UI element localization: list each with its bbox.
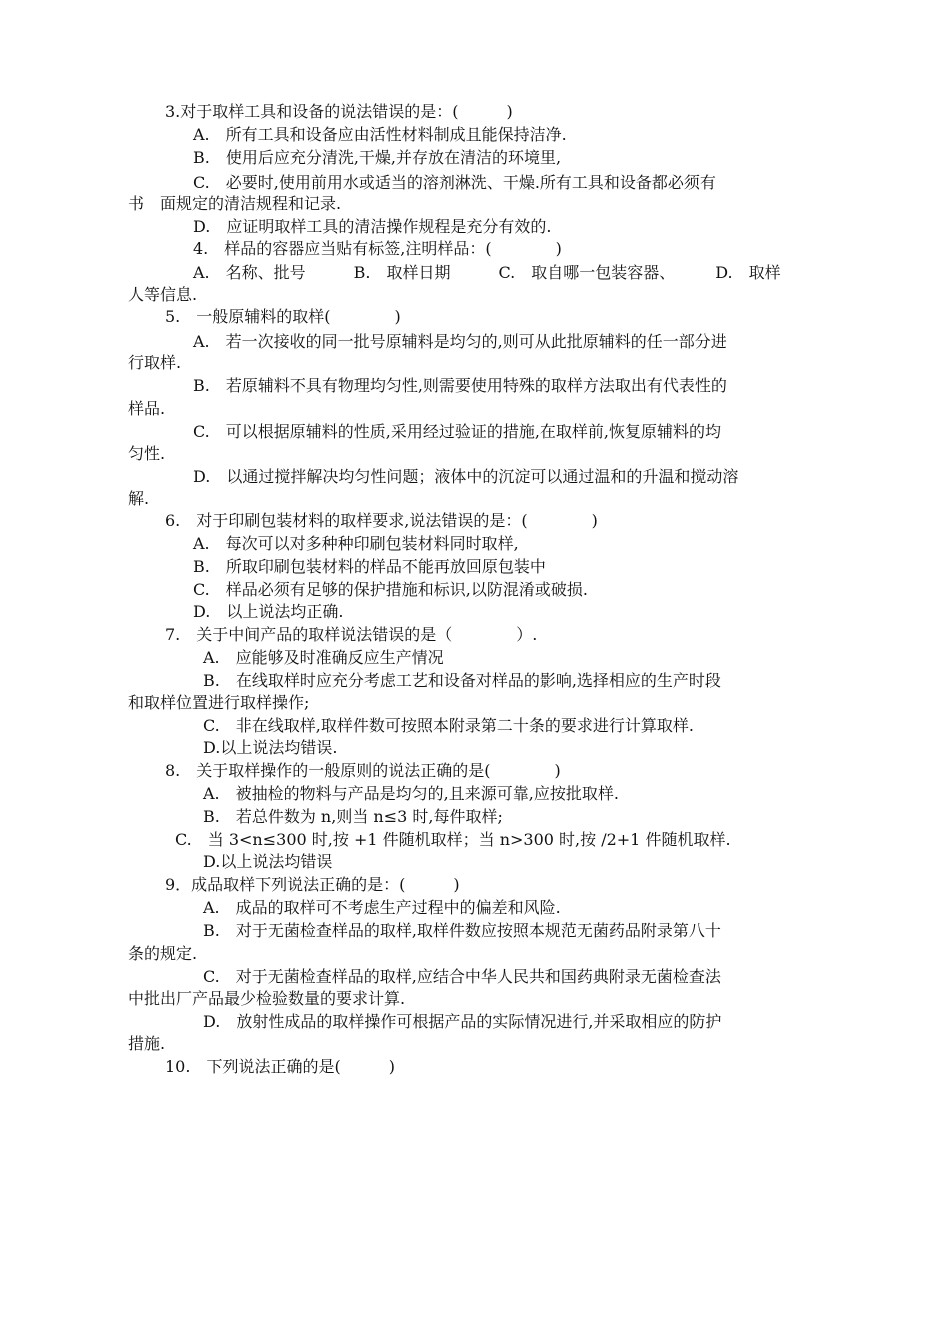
question-9-option-b: B. 对于无菌检查样品的取样,取样件数应按照本规范无菌药品附录第八十	[203, 921, 721, 940]
question-9-option-c: C. 对于无菌检查样品的取样,应结合中华人民共和国药典附录无菌检查法	[203, 967, 721, 986]
question-3-option-a: A. 所有工具和设备应由活性材料制成且能保持洁净.	[193, 125, 567, 144]
question-6-option-c: C. 样品必须有足够的保护措施和标识,以防混淆或破损.	[193, 580, 588, 599]
question-7-option-c: C. 非在线取样,取样件数可按照本附录第二十条的要求进行计算取样.	[203, 716, 694, 735]
question-8-option-b: B. 若总件数为 n,则当 n≤3 时,每件取样;	[203, 807, 503, 826]
question-5-option-d-cont: 解.	[128, 489, 150, 508]
question-7-stem: 7. 关于中间产品的取样说法错误的是（ ）.	[165, 625, 538, 644]
question-4-options: A. 名称、批号 B. 取样日期 C. 取自哪一包装容器、 D. 取样	[193, 263, 781, 282]
question-8-option-c: C. 当 3<n≤300 时,按 +1 件随机取样；当 n>300 时,按 /2+1 件随机取样.	[175, 830, 731, 849]
question-9-option-d: D. 放射性成品的取样操作可根据产品的实际情况进行,并采取相应的防护	[203, 1012, 722, 1031]
question-3-option-d: D. 应证明取样工具的清洁操作规程是充分有效的.	[193, 217, 552, 236]
question-9-option-d-cont: 措施.	[128, 1034, 166, 1053]
question-5-option-b: B. 若原辅料不具有物理均匀性,则需要使用特殊的取样方法取出有代表性的	[193, 376, 727, 395]
question-5-option-d: D. 以通过搅拌解决均匀性问题；液体中的沉淀可以通过温和的升温和搅动溶	[193, 467, 739, 486]
question-6-stem: 6. 对于印刷包装材料的取样要求,说法错误的是：( )	[165, 511, 598, 530]
question-9-option-b-cont: 条的规定.	[128, 944, 198, 963]
question-4-stem: 4. 样品的容器应当贴有标签,注明样品：( )	[193, 239, 562, 258]
question-7-option-d: D.以上说法均错误.	[203, 738, 338, 757]
question-7-option-b: B. 在线取样时应充分考虑工艺和设备对样品的影响,选择相应的生产时段	[203, 671, 721, 690]
question-7-option-a: A. 应能够及时准确反应生产情况	[203, 648, 444, 667]
question-6-option-a: A. 每次可以对多种种印刷包装材料同时取样,	[193, 534, 519, 553]
question-5-option-c: C. 可以根据原辅料的性质,采用经过验证的措施,在取样前,恢复原辅料的均	[193, 422, 722, 441]
question-9-stem: 9．成品取样下列说法正确的是：( )	[165, 875, 460, 894]
question-9-option-c-cont: 中批出厂产品最少检验数量的要求计算.	[128, 989, 406, 1008]
question-3-option-b: B. 使用后应充分清洗,干燥,并存放在清洁的环境里,	[193, 148, 562, 167]
question-6-option-d: D. 以上说法均正确.	[193, 602, 344, 621]
question-9-option-a: A. 成品的取样可不考虑生产过程中的偏差和风险.	[203, 898, 561, 917]
question-5-option-b-cont: 样品.	[128, 399, 166, 418]
question-8-option-d: D.以上说法均错误	[203, 852, 333, 871]
question-7-option-b-cont: 和取样位置进行取样操作;	[128, 693, 310, 712]
question-3-option-c-cont: 书 面规定的清洁规程和记录.	[128, 194, 342, 213]
question-5-stem: 5. 一般原辅料的取样( )	[165, 307, 401, 326]
question-5-option-a-cont: 行取样.	[128, 353, 182, 372]
question-6-option-b: B. 所取印刷包装材料的样品不能再放回原包装中	[193, 557, 546, 576]
question-3-stem: 3.对于取样工具和设备的说法错误的是：( )	[165, 102, 513, 121]
question-8-option-a: A. 被抽检的物料与产品是均匀的,且来源可靠,应按批取样.	[203, 784, 619, 803]
question-3-option-c: C. 必要时,使用前用水或适当的溶剂淋洗、干燥.所有工具和设备都必须有	[193, 173, 716, 192]
question-8-stem: 8. 关于取样操作的一般原则的说法正确的是( )	[165, 761, 561, 780]
question-5-option-a: A. 若一次接收的同一批号原辅料是均匀的,则可从此批原辅料的任一部分进	[193, 332, 727, 351]
question-10-stem: 10. 下列说法正确的是( )	[165, 1057, 395, 1076]
question-5-option-c-cont: 匀性.	[128, 444, 166, 463]
question-4-options-cont: 人等信息.	[128, 285, 198, 304]
